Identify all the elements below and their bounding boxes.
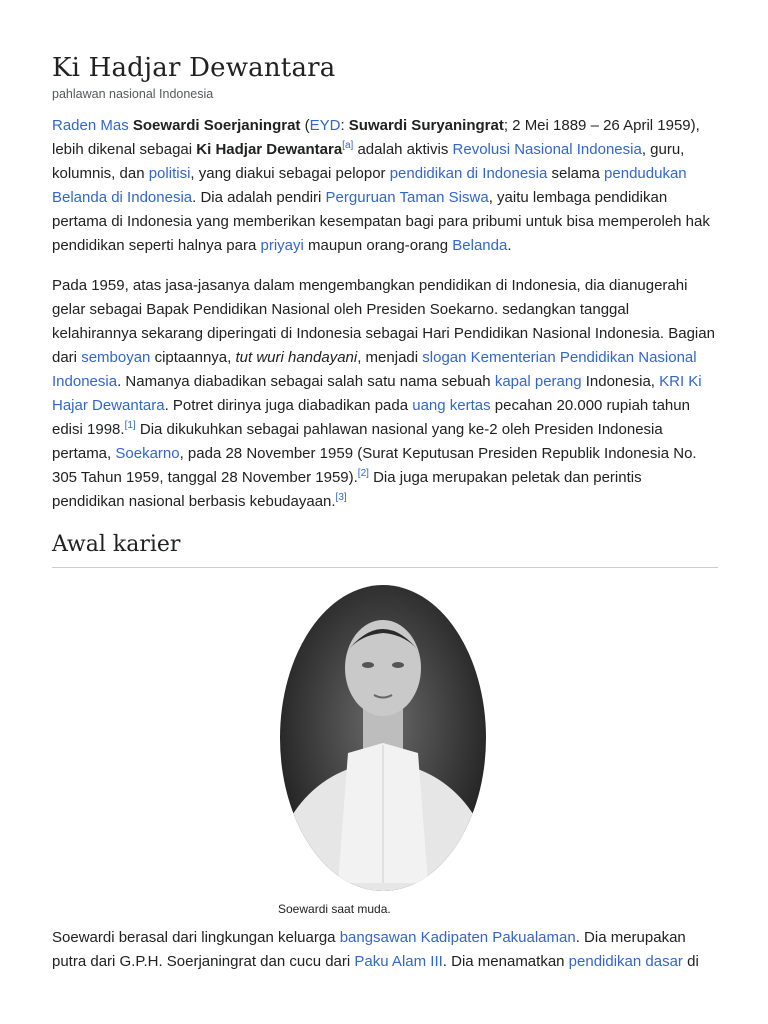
text: (	[300, 117, 310, 134]
bold-known-as: Ki Hadjar Dewantara	[196, 141, 343, 158]
link-pendidikan[interactable]: pendidikan di Indonesia	[389, 165, 548, 182]
text: Indonesia,	[581, 373, 660, 390]
reference-1[interactable]: [1]	[124, 420, 136, 431]
reference-a[interactable]: [a]	[342, 140, 354, 151]
text: , yaitu lembaga pendidikan pertama di Indonesia yang memberikan kesempatan bagi para pribumi untuk bisa memperoleh hak pendidikan seperti halnya para	[52, 189, 710, 254]
page-title: Ki Hadjar Dewantara	[52, 53, 336, 83]
reference-3[interactable]: [3]	[335, 492, 347, 503]
link-revolusi[interactable]: Revolusi Nasional Indonesia	[452, 141, 642, 158]
link-uang-kertas[interactable]: uang kertas	[412, 397, 491, 414]
link-perguruan[interactable]: Perguruan Taman Siswa	[325, 189, 489, 206]
text: ; 2 Mei 1889 – 26 April 1959), lebih dikenal sebagai	[52, 117, 700, 158]
bold-name: Soewardi Soerjaningrat	[132, 117, 301, 134]
link-raden-mas[interactable]: Raden Mas	[52, 117, 129, 134]
reference-2[interactable]: [2]	[357, 468, 369, 479]
text: . Dia merupakan putra dari G.P.H. Soerjaningrat dan cucu dari	[52, 929, 686, 970]
motto-italic: tut wuri handayani	[235, 349, 358, 366]
link-slogan[interactable]: slogan Kementerian Pendidikan Nasional Indonesia	[52, 349, 697, 390]
text: .	[507, 237, 512, 254]
text: :	[340, 117, 349, 134]
text: ciptaannya,	[150, 349, 236, 366]
text: . Dia menamatkan	[442, 953, 569, 970]
portrait-image[interactable]	[278, 583, 488, 893]
text: maupun orang-orang	[303, 237, 453, 254]
text: di	[682, 953, 699, 970]
text: , pada 28 November 1959 (Surat Keputusan Presiden Republik Indonesia No. 305 Tahun 1959, tanggal 28 November 1959).	[52, 445, 697, 486]
link-semboyan[interactable]: semboyan	[81, 349, 151, 366]
text: adalah aktivis	[353, 141, 453, 158]
link-kri[interactable]: KRI Ki Hajar Dewantara	[52, 373, 702, 414]
link-kapal-perang[interactable]: kapal perang	[494, 373, 582, 390]
portrait-figure	[278, 583, 488, 916]
text: , guru, kolumnis, dan	[52, 141, 685, 182]
text: . Potret dirinya juga diabadikan pada	[164, 397, 413, 414]
link-belanda[interactable]: Belanda	[452, 237, 508, 254]
text: . Dia adalah pendiri	[192, 189, 326, 206]
bold-eyd-name: Suwardi Suryaningrat	[348, 117, 504, 134]
link-eyd[interactable]: EYD	[309, 117, 341, 134]
link-pendudukan[interactable]: pendudukan Belanda di Indonesia	[52, 165, 687, 206]
text: . Namanya diabadikan sebagai salah satu nama sebuah	[117, 373, 495, 390]
text: Soewardi berasal dari lingkungan keluarga	[52, 929, 340, 946]
text: , menjadi	[357, 349, 423, 366]
text: Dia dikukuhkan sebagai pahlawan nasional yang ke-2 oleh Presiden Indonesia pertama,	[52, 421, 663, 462]
figure-caption: Soewardi saat muda.	[278, 902, 391, 916]
link-politisi[interactable]: politisi	[148, 165, 191, 182]
link-paku-alam[interactable]: Paku Alam III	[354, 953, 443, 970]
section-heading: Awal karier	[52, 532, 718, 568]
link-priyayi[interactable]: priyayi	[260, 237, 304, 254]
link-soekarno[interactable]: Soekarno	[115, 445, 180, 462]
intro-paragraph	[52, 114, 718, 258]
page-subtitle: pahlawan nasional Indonesia	[52, 87, 214, 101]
text: pecahan 20.000 rupiah tahun edisi 1998.	[52, 397, 690, 438]
text: Pada 1959, atas jasa-jasanya dalam mengembangkan pendidikan di Indonesia, dia dianugerahi gelar sebagai Bapak Pendidikan Nasional oleh Presiden Soekarno. sedangkan tanggal kelahirannya sekarang diperingati di Indonesia sebagai Hari Pendidikan Nasional Indonesia. Bagian dari	[52, 277, 715, 366]
third-paragraph	[52, 926, 718, 974]
text: Dia juga merupakan peletak dan perintis pendidikan nasional berbasis kebudayaan.	[52, 469, 642, 510]
second-paragraph	[52, 274, 718, 514]
link-pendidikan-dasar[interactable]: pendidikan dasar	[568, 953, 683, 970]
text: selama	[547, 165, 605, 182]
link-bangsawan[interactable]: bangsawan Kadipaten Pakualaman	[339, 929, 576, 946]
text: , yang diakui sebagai pelopor	[190, 165, 390, 182]
